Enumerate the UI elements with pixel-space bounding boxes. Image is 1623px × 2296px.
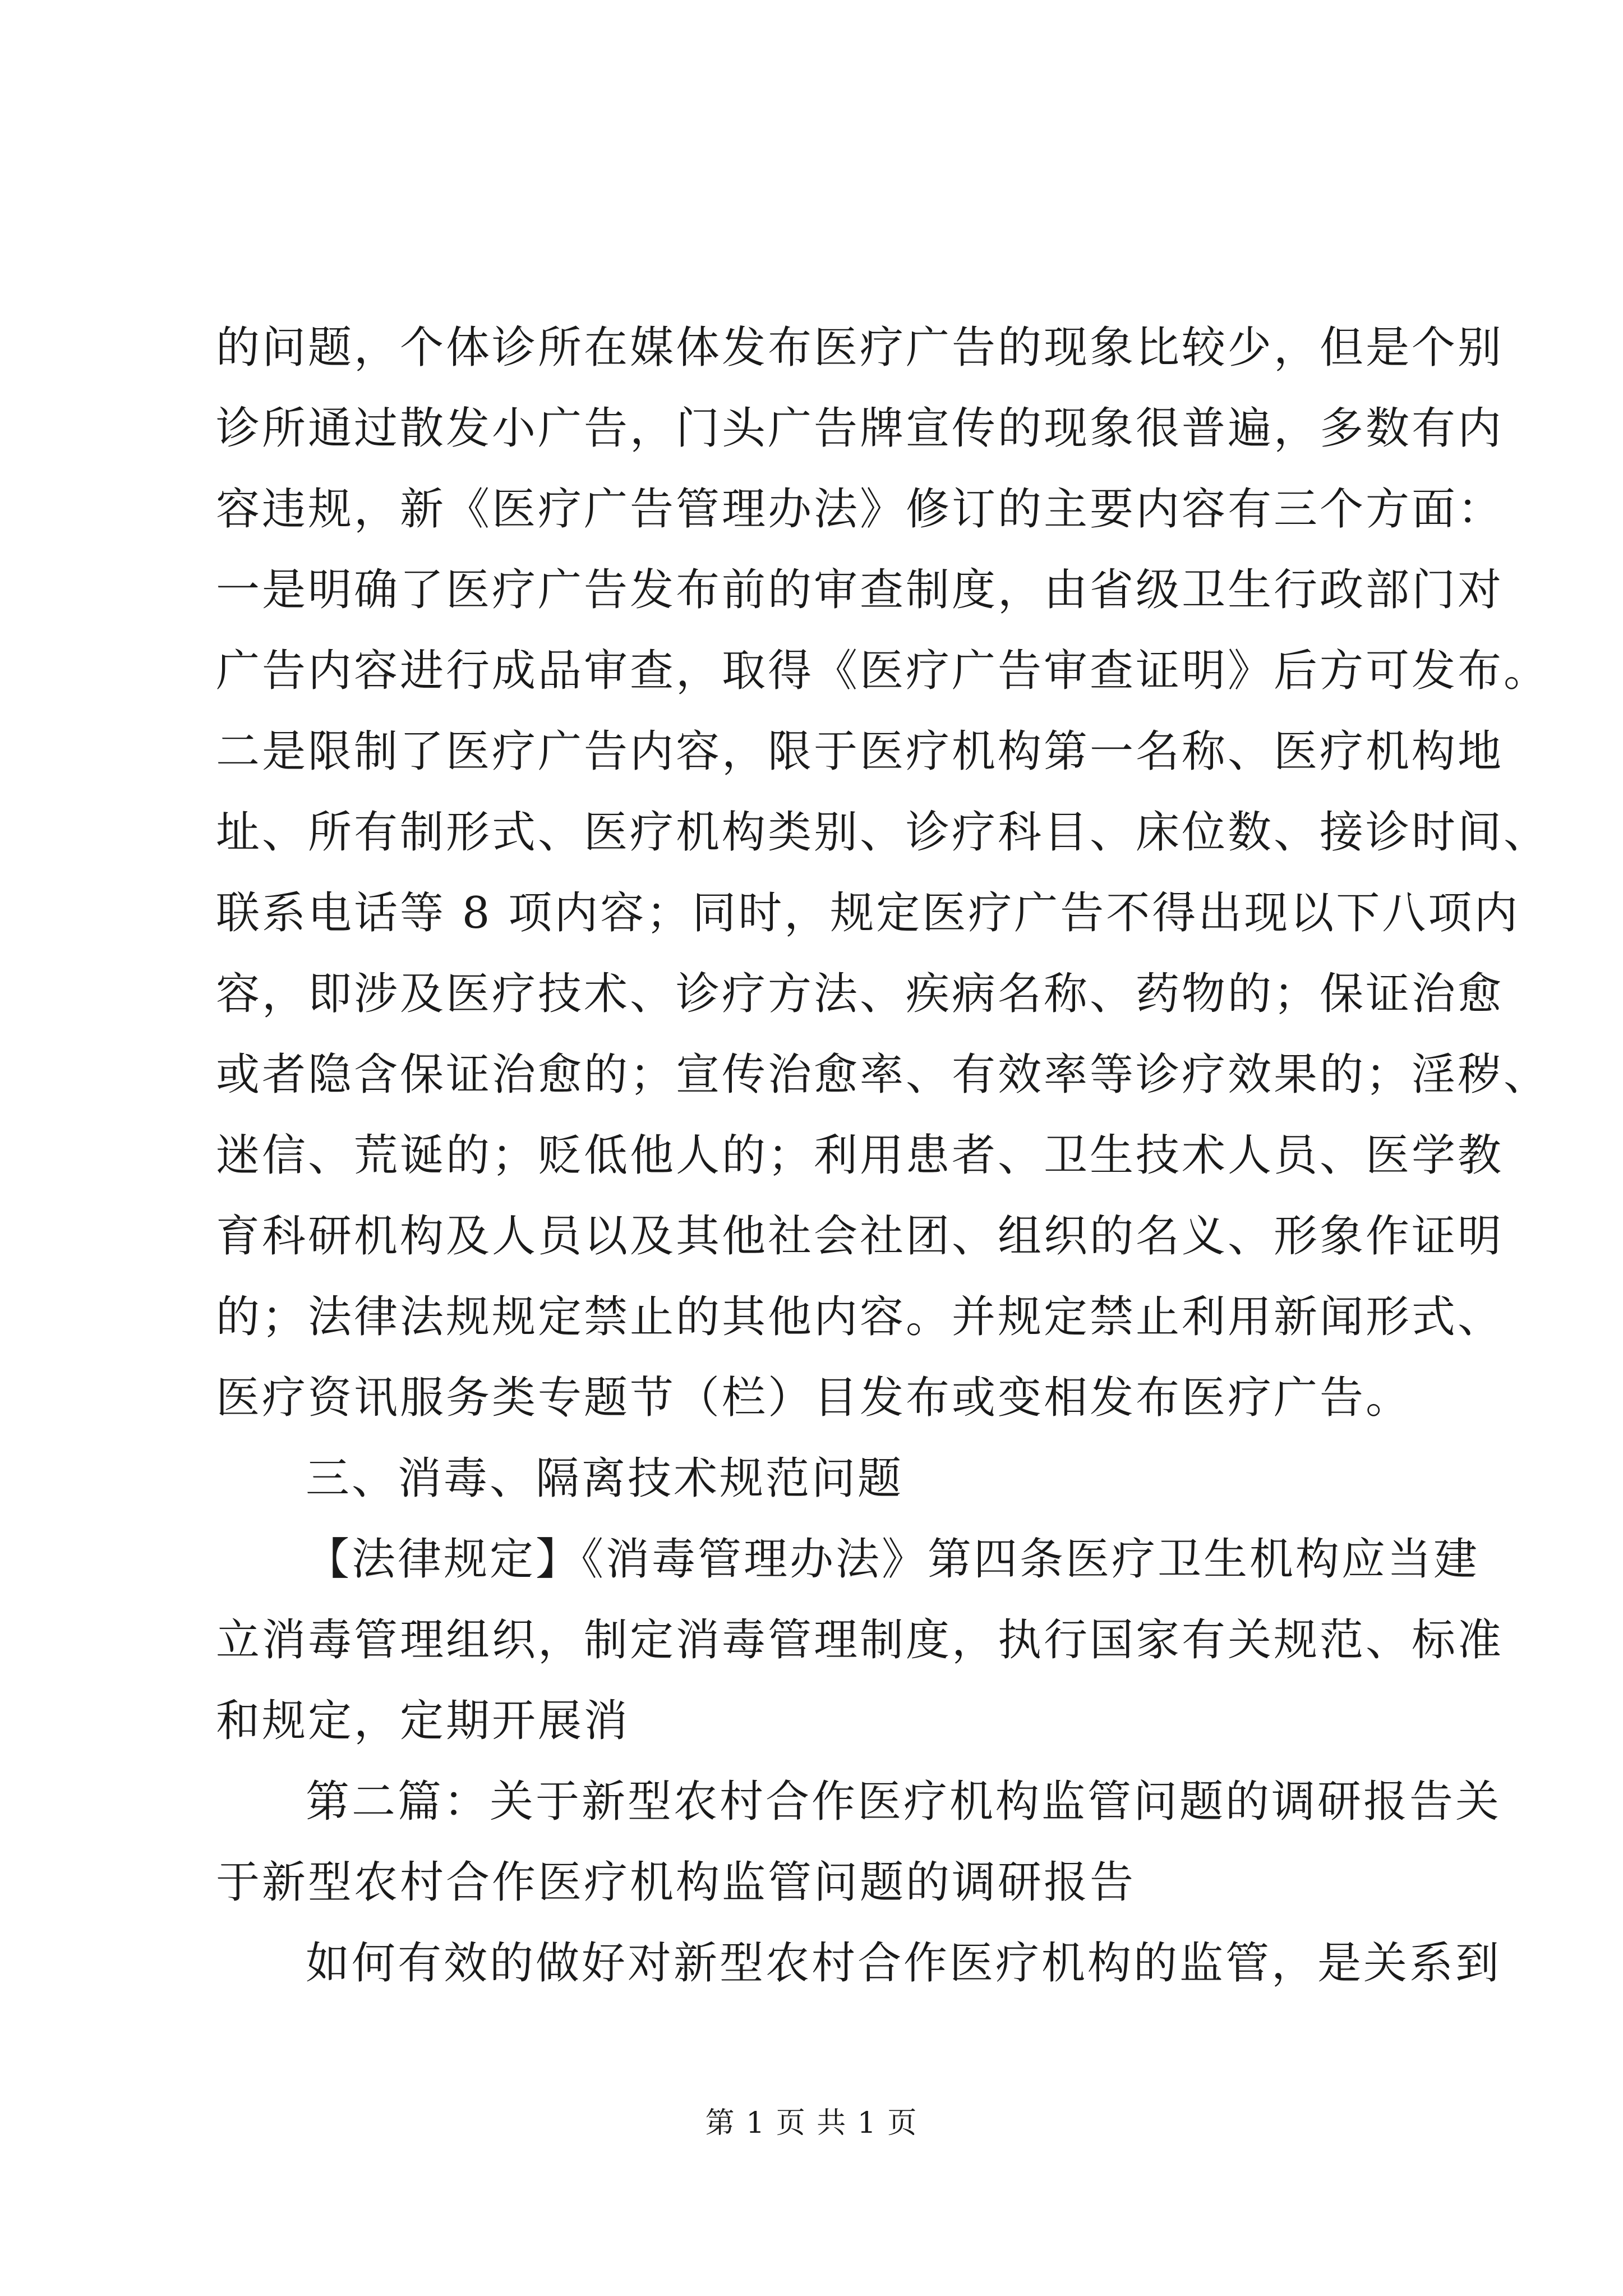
paragraph-line: 容违规，新《医疗广告管理办法》修订的主要内容有三个方面： bbox=[216, 484, 1504, 535]
paragraph-line: 立消毒管理组织，制定消毒管理制度，执行国家有关规范、标准 bbox=[216, 1615, 1504, 1665]
paragraph-line: 联系电话等 8 项内容；同时，规定医疗广告不得出现以下八项内 bbox=[216, 888, 1520, 938]
paragraph-line: 和规定，定期开展消 bbox=[216, 1696, 630, 1746]
paragraph-line: 址、所有制形式、医疗机构类别、诊疗科目、床位数、接诊时间、 bbox=[216, 807, 1550, 858]
paragraph-line: 或者隐含保证治愈的；宣传治愈率、有效率等诊疗效果的；淫秽、 bbox=[216, 1050, 1550, 1100]
document-body bbox=[216, 307, 1550, 2004]
paragraph-line: 【法律规定】《消毒管理办法》第四条医疗卫生机构应当建 bbox=[306, 1534, 1480, 1585]
paragraph-line: 如何有效的做好对新型农村合作医疗机构的监管，是关系到 bbox=[306, 1938, 1502, 1989]
page-number-footer: 第 1 页 共 1 页 bbox=[705, 2106, 918, 2140]
paragraph-line: 迷信、荒诞的；贬低他人的；利用患者、卫生技术人员、医学教 bbox=[216, 1130, 1504, 1181]
paragraph-line: 一是明确了医疗广告发布前的审查制度，由省级卫生行政部门对 bbox=[216, 565, 1504, 615]
paragraph-line: 的问题，个体诊所在媒体发布医疗广告的现象比较少，但是个别 bbox=[216, 323, 1504, 373]
paragraph-line: 医疗资讯服务类专题节（栏）目发布或变相发布医疗广告。 bbox=[216, 1373, 1412, 1423]
paragraph-line: 诊所通过散发小广告，门头广告牌宣传的现象很普遍，多数有内 bbox=[216, 403, 1504, 454]
section-heading: 三、消毒、隔离技术规范问题 bbox=[306, 1453, 904, 1504]
paragraph-line: 育科研机构及人员以及其他社会社团、组织的名义、形象作证明 bbox=[216, 1211, 1504, 1262]
paragraph-line: 广告内容进行成品审查，取得《医疗广告审查证明》后方可发布。 bbox=[216, 646, 1550, 696]
chapter-title-line: 第二篇：关于新型农村合作医疗机构监管问题的调研报告关 bbox=[306, 1777, 1502, 1827]
chapter-title-line: 于新型农村合作医疗机构监管问题的调研报告 bbox=[216, 1857, 1136, 1908]
paragraph-line: 二是限制了医疗广告内容，限于医疗机构第一名称、医疗机构地 bbox=[216, 726, 1504, 777]
paragraph-line: 的；法律法规规定禁止的其他内容。并规定禁止利用新闻形式、 bbox=[216, 1292, 1504, 1342]
paragraph-line: 容，即涉及医疗技术、诊疗方法、疾病名称、药物的；保证治愈 bbox=[216, 969, 1504, 1019]
